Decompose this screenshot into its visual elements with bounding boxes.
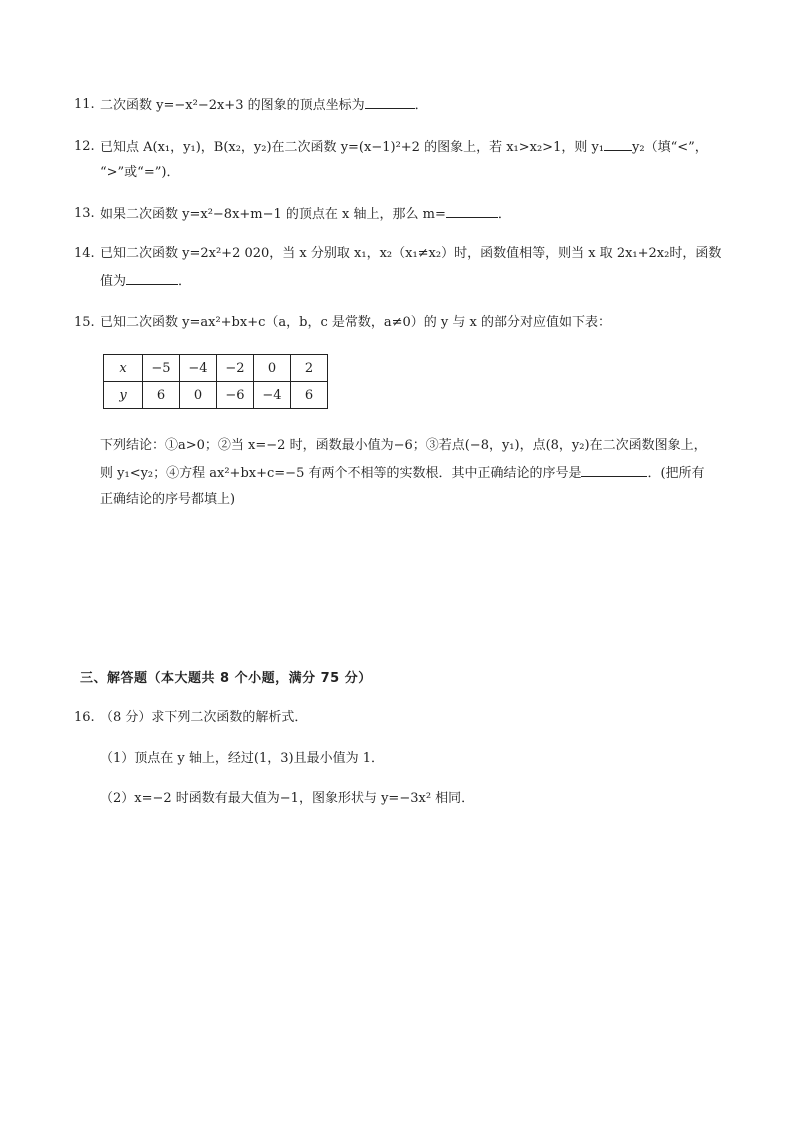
section-heading: 三、解答题（本大题共 8 个小题，满分 75 分） [80, 671, 372, 686]
table-cell: 6 [143, 382, 180, 409]
question-15-conclusions-2: 则 y₁<y₂；④方程 ax²+bx+c=−5 有两个不相等的实数根．其中正确结论的序号是 ．(把所有 [100, 466, 705, 481]
question-12-line-2: “>”或“=”)． [100, 165, 180, 180]
question-16-part-1: （1）顶点在 y 轴上，经过(1，3)且最小值为 1． [100, 751, 384, 766]
question-number: 15. [74, 315, 95, 330]
equation: y=−x²−2x+3 [156, 98, 244, 113]
table-row [104, 382, 328, 409]
question-16-part-2: （2）x=−2 时函数有最大值为−1，图象形状与 y=−3x² 相同． [100, 791, 475, 806]
question-number: 12. [74, 139, 95, 154]
value-table [103, 354, 328, 409]
question-text: 二次函数 y=−x²−2x+3 的图象的顶点坐标为 ． [100, 98, 428, 113]
table-cell: 6 [291, 382, 328, 409]
answer-blank[interactable] [581, 464, 647, 477]
question-number: 14. [74, 246, 95, 261]
question-15-conclusions-3: 正确结论的序号都填上) [100, 492, 236, 507]
table-cell: 0 [254, 355, 291, 382]
question-text: 如果二次函数 y=x²−8x+m−1 的顶点在 x 轴上，那么 m= ． [100, 207, 511, 222]
table-cell: x [104, 355, 143, 382]
table-cell: −4 [180, 355, 217, 382]
question-text: 已知二次函数 y=ax²+bx+c（a，b，c 是常数，a≠0）的 y 与 x 的部分对应值如下表： [100, 315, 611, 330]
table-cell: −6 [217, 382, 254, 409]
answer-blank[interactable] [126, 272, 178, 285]
question-number: 13. [74, 206, 95, 221]
table-cell: −4 [254, 382, 291, 409]
table-cell: −2 [217, 355, 254, 382]
table-cell: 0 [180, 382, 217, 409]
question-text: （8 分）求下列二次函数的解析式． [100, 710, 308, 725]
question-number: 11. [74, 97, 95, 112]
question-15-conclusions-1: 下列结论：①a>0；②当 x=−2 时，函数最小值为−6；③若点(−8，y₁)，点(8，y₂)在二次函数图象上， [100, 438, 707, 453]
table-cell: y [104, 382, 143, 409]
answer-blank[interactable] [604, 138, 632, 151]
answer-blank[interactable] [365, 96, 415, 109]
table-cell: 2 [291, 355, 328, 382]
question-text: 已知二次函数 y=2x²+2 020，当 x 分别取 x₁，x₂（x₁≠x₂）时，函数值相等，则当 x 取 2x₁+2x₂时，函数 [100, 246, 722, 261]
question-text: 已知点 A(x₁，y₁)，B(x₂，y₂)在二次函数 y=(x−1)²+2 的图象上，若 x₁>x₂>1，则 y₁ y₂（填“<”， [100, 140, 708, 155]
answer-blank[interactable] [446, 205, 498, 218]
question-14-line-2: 值为 ． [100, 274, 192, 289]
question-number: 16. [74, 710, 95, 725]
table-cell: −5 [143, 355, 180, 382]
table-row [104, 355, 328, 382]
